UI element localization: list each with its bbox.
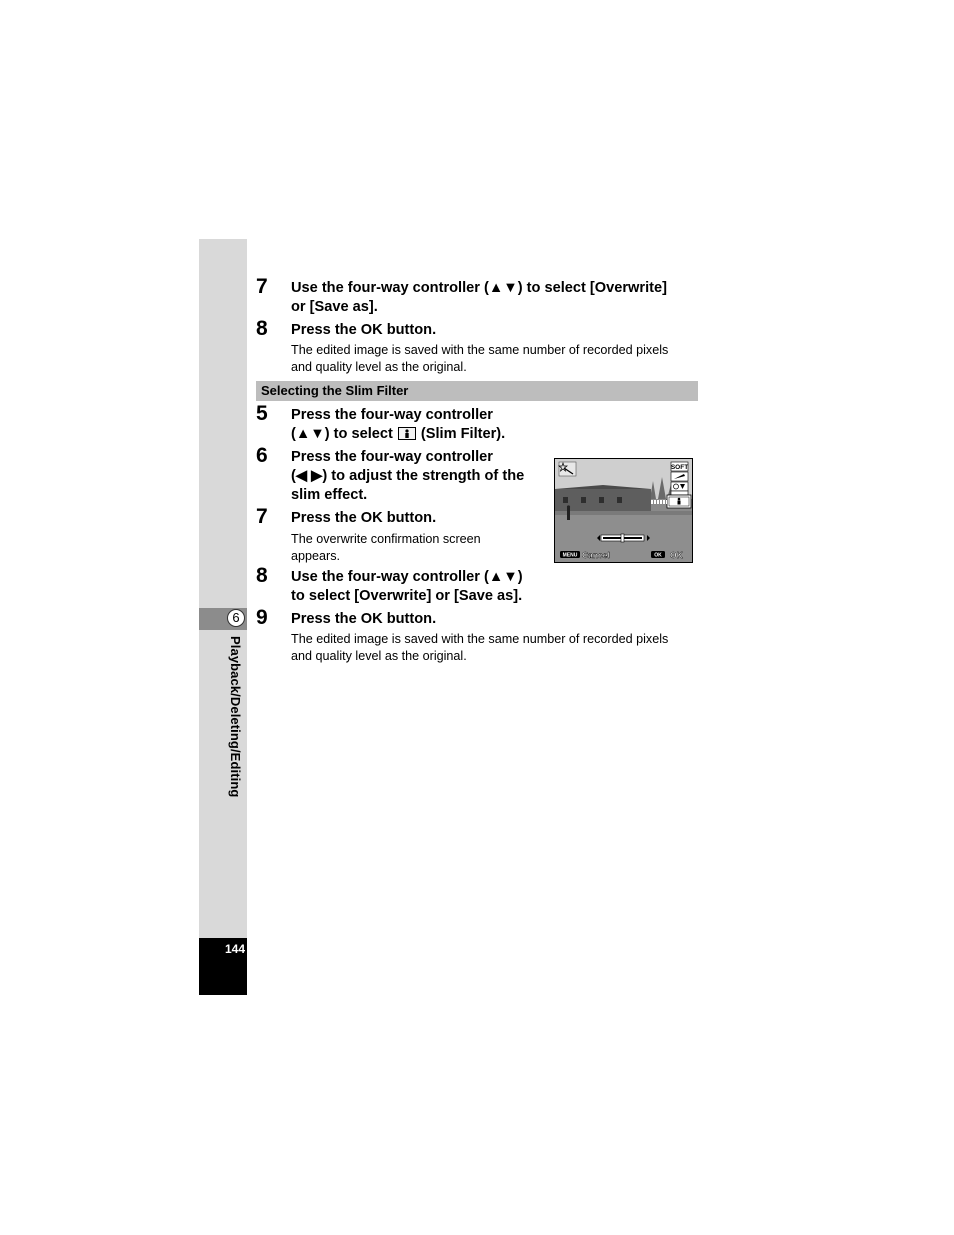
instruction-line: Press the OK button. <box>291 510 437 526</box>
step-number: 8 <box>256 317 268 340</box>
instruction-line: or [Save as]. <box>291 299 378 315</box>
step-instruction <box>291 509 436 528</box>
soft-filter-label: SOFT <box>670 464 689 471</box>
cancel-label: Cancel <box>582 550 610 560</box>
menu-key-icon <box>560 551 580 559</box>
step-instruction <box>291 279 667 317</box>
camera-screen-scene <box>555 459 692 562</box>
menu-key-label: MENU <box>562 552 578 559</box>
step-number: 8 <box>256 564 268 587</box>
step-description <box>291 531 481 564</box>
ok-label: OK <box>670 550 683 560</box>
step-instruction <box>291 448 524 505</box>
instruction-line: Press the four-way controller <box>291 407 493 423</box>
chapter-title: Playback/Deleting/Editing <box>228 636 243 798</box>
ok-key-label: OK <box>654 552 662 559</box>
description-line: appears. <box>291 548 341 563</box>
instruction-line: Use the four-way controller (▲▼) <box>291 569 523 585</box>
camera-screen-illustration <box>554 458 693 563</box>
step-number: 9 <box>256 606 268 629</box>
step-number: 6 <box>256 444 268 467</box>
description-line: The edited image is saved with the same number of recorded pixels <box>291 632 669 646</box>
step-instruction <box>291 568 523 606</box>
instruction-line: Press the four-way controller <box>291 449 493 465</box>
ok-key-icon <box>651 551 665 559</box>
instruction-line: Press the OK button. <box>291 322 437 338</box>
magic-wand-icon <box>559 462 576 476</box>
step-number: 7 <box>256 505 268 528</box>
step-number: 5 <box>256 402 268 425</box>
instruction-line: (◀ ▶) to adjust the strength of the <box>291 468 525 484</box>
instruction-line <box>291 425 505 444</box>
instruction-line: slim effect. <box>291 487 368 503</box>
step-description <box>291 342 668 375</box>
page-number: 144 <box>224 942 245 956</box>
section-title: Selecting the Slim Filter <box>261 383 409 398</box>
step-number: 7 <box>256 275 268 298</box>
step-instruction <box>291 610 436 629</box>
step-instruction <box>291 321 436 340</box>
step-instruction <box>291 406 505 444</box>
instruction-line: to select [Overwrite] or [Save as]. <box>291 588 523 604</box>
description-line: and quality level as the original. <box>291 359 467 374</box>
slim-filter-icon <box>398 427 416 440</box>
step-description <box>291 631 668 664</box>
description-line: The overwrite confirmation screen <box>291 532 481 546</box>
instruction-text: (▲▼) to select <box>291 426 393 442</box>
description-line: and quality level as the original. <box>291 648 467 663</box>
instruction-line: Use the four-way controller (▲▼) to select [Overwrite] <box>291 280 667 296</box>
slim-strength-slider <box>597 534 650 542</box>
instruction-text: (Slim Filter). <box>420 426 506 442</box>
chapter-number: 6 <box>227 609 245 627</box>
description-line: The edited image is saved with the same number of recorded pixels <box>291 343 669 357</box>
instruction-line: Press the OK button. <box>291 611 437 627</box>
